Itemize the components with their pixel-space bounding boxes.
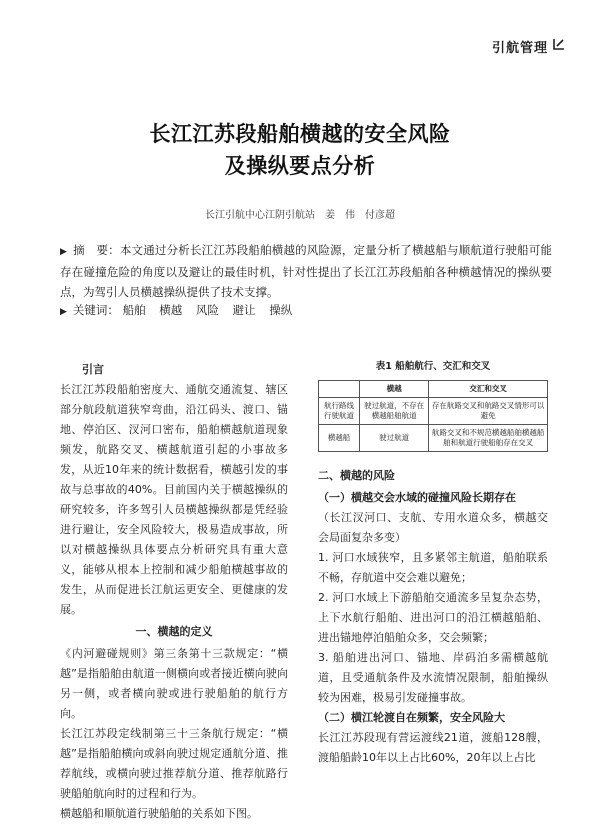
keywords-label: 关键词： bbox=[72, 303, 119, 317]
section-header: 引航管理 bbox=[491, 41, 548, 56]
list-item: 2. 河口水域上下游船舶交通流多呈复杂态势，上下水航行船舶、进出河口的沿江横越船舶、进出锚地停泊船舶众多，交会频繁； bbox=[318, 591, 548, 644]
list-item: 3. 船舶进出河口、锚地、岸码泊多需横越航道，且受通航条件及水流情况限制，船舶操纵较为困难，极易引发碰撞事故。 bbox=[318, 651, 548, 704]
table-cell: 存在航路交叉和航路交叉情形可以避免 bbox=[429, 398, 548, 425]
subheading: （二）横江轮渡自在频繁，安全风险大 bbox=[318, 711, 505, 724]
table-header-row bbox=[319, 381, 548, 398]
table-row bbox=[319, 398, 548, 425]
table-cell: 横越船 bbox=[319, 425, 360, 452]
triangle-bullet-icon: ▶ bbox=[60, 247, 68, 257]
keyword: 横越 bbox=[159, 303, 183, 317]
keyword: 避让 bbox=[232, 303, 256, 317]
keyword: 风险 bbox=[195, 303, 219, 317]
paragraph: 《内河避碰规则》第三条第十三款规定：“横越”是指船舶由航道一侧横向或者接近横向驶向另一侧，或者横向驶或进行驶船舶的航行方向。 bbox=[60, 647, 288, 720]
table-cell: 航路交叉和不规范横越船舶横越船舶和航道行驶船舶存在交叉 bbox=[429, 425, 548, 452]
triangle-bullet-icon: ▶ bbox=[60, 307, 67, 317]
paragraph: （长江汊河口、支航、专用水道众多，横越交会局面复杂多变） bbox=[318, 511, 548, 544]
list-item: 1. 河口水域狭窄，且多紧邻主航道，船舶联系不畅，存航道中交会难以避免； bbox=[318, 551, 548, 584]
table-header-cell: 横越 bbox=[360, 381, 429, 398]
table-cell: 驶过航道，不存在横越船舶航道 bbox=[360, 398, 429, 425]
section1-heading: 一、横越的定义 bbox=[135, 625, 213, 638]
table-caption: 表1 船舶航行、交汇和交叉 bbox=[375, 361, 491, 372]
paragraph: 长江江苏段现有营运渡线21道，渡船128艘，渡船船龄10年以上占比60%，20年以上占比 bbox=[318, 731, 548, 764]
abstract bbox=[60, 240, 552, 302]
keyword: 操纵 bbox=[269, 303, 293, 317]
table-header-cell: 交汇和交叉 bbox=[429, 381, 548, 398]
section2-heading: 二、横越的风险 bbox=[318, 469, 395, 482]
keyword: 船舶 bbox=[122, 303, 146, 317]
abstract-label: 摘 要： bbox=[73, 243, 120, 257]
right-column bbox=[318, 360, 548, 768]
left-column bbox=[60, 360, 288, 824]
table-row bbox=[319, 425, 548, 452]
paragraph: 长江江苏段定线制第三十三条航行规定：“横越”是指船舶横向或斜向驶过规定通航分道、推荐航线，或横向驶过推荐航分道、推荐航路行驶船舶航向时的过程和行为。 bbox=[60, 727, 288, 800]
bookmark-icon bbox=[552, 37, 566, 51]
table-cell: 航行路线行驶航道 bbox=[319, 398, 360, 425]
intro-heading: 引言 bbox=[82, 363, 104, 376]
abstract-text: 本文通过分析长江江苏段船舶横越的风险源，定量分析了横越船与顺航道行驶船可能存在碰撞危险的角度以及避让的最佳时机，针对性提出了长江江苏段船舶各种横越情况的操纵要点，为驾引人员横越操纵提供了技术支撑。 bbox=[60, 243, 553, 299]
authors: 长江引航中心江阴引航站 姜 伟 付彦超 bbox=[205, 210, 395, 221]
article-title-line1: 长江江苏段船舶横越的安全风险 bbox=[149, 122, 451, 146]
intro-paragraph: 长江江苏段船舶密度大、通航交通流复、辖区部分航段航道狭窄弯曲，沿江码头、渡口、锚地、停泊区、汊河口密布，船舶横越航道现象频发，航路交叉、横越航道引起的小事故多发，从近10年来的统计数据看，横越引发的事故与总事故的40%。目前国内关于横越操纵的研究较多，许多驾引人员横越操纵都是凭经验进行避让，安全风险较大，极易造成事故，所以对横越操纵具体要点分析研究具有重大意义，能够从根本上控制和减少船舶横越事故的发生，从而促进长江航运更安全、更健康的发展。 bbox=[60, 383, 288, 616]
article-title-line2: 及操纵要点分析 bbox=[224, 154, 376, 178]
risk-table bbox=[318, 380, 548, 452]
table-header-cell bbox=[319, 381, 360, 398]
table-cell: 驶过航道 bbox=[360, 425, 429, 452]
subheading: （一）横越交会水域的碰撞风险长期存在 bbox=[318, 491, 516, 504]
paragraph: 横越船和顺航道行驶船舶的关系如下图。 bbox=[60, 807, 258, 820]
keywords bbox=[60, 302, 302, 318]
